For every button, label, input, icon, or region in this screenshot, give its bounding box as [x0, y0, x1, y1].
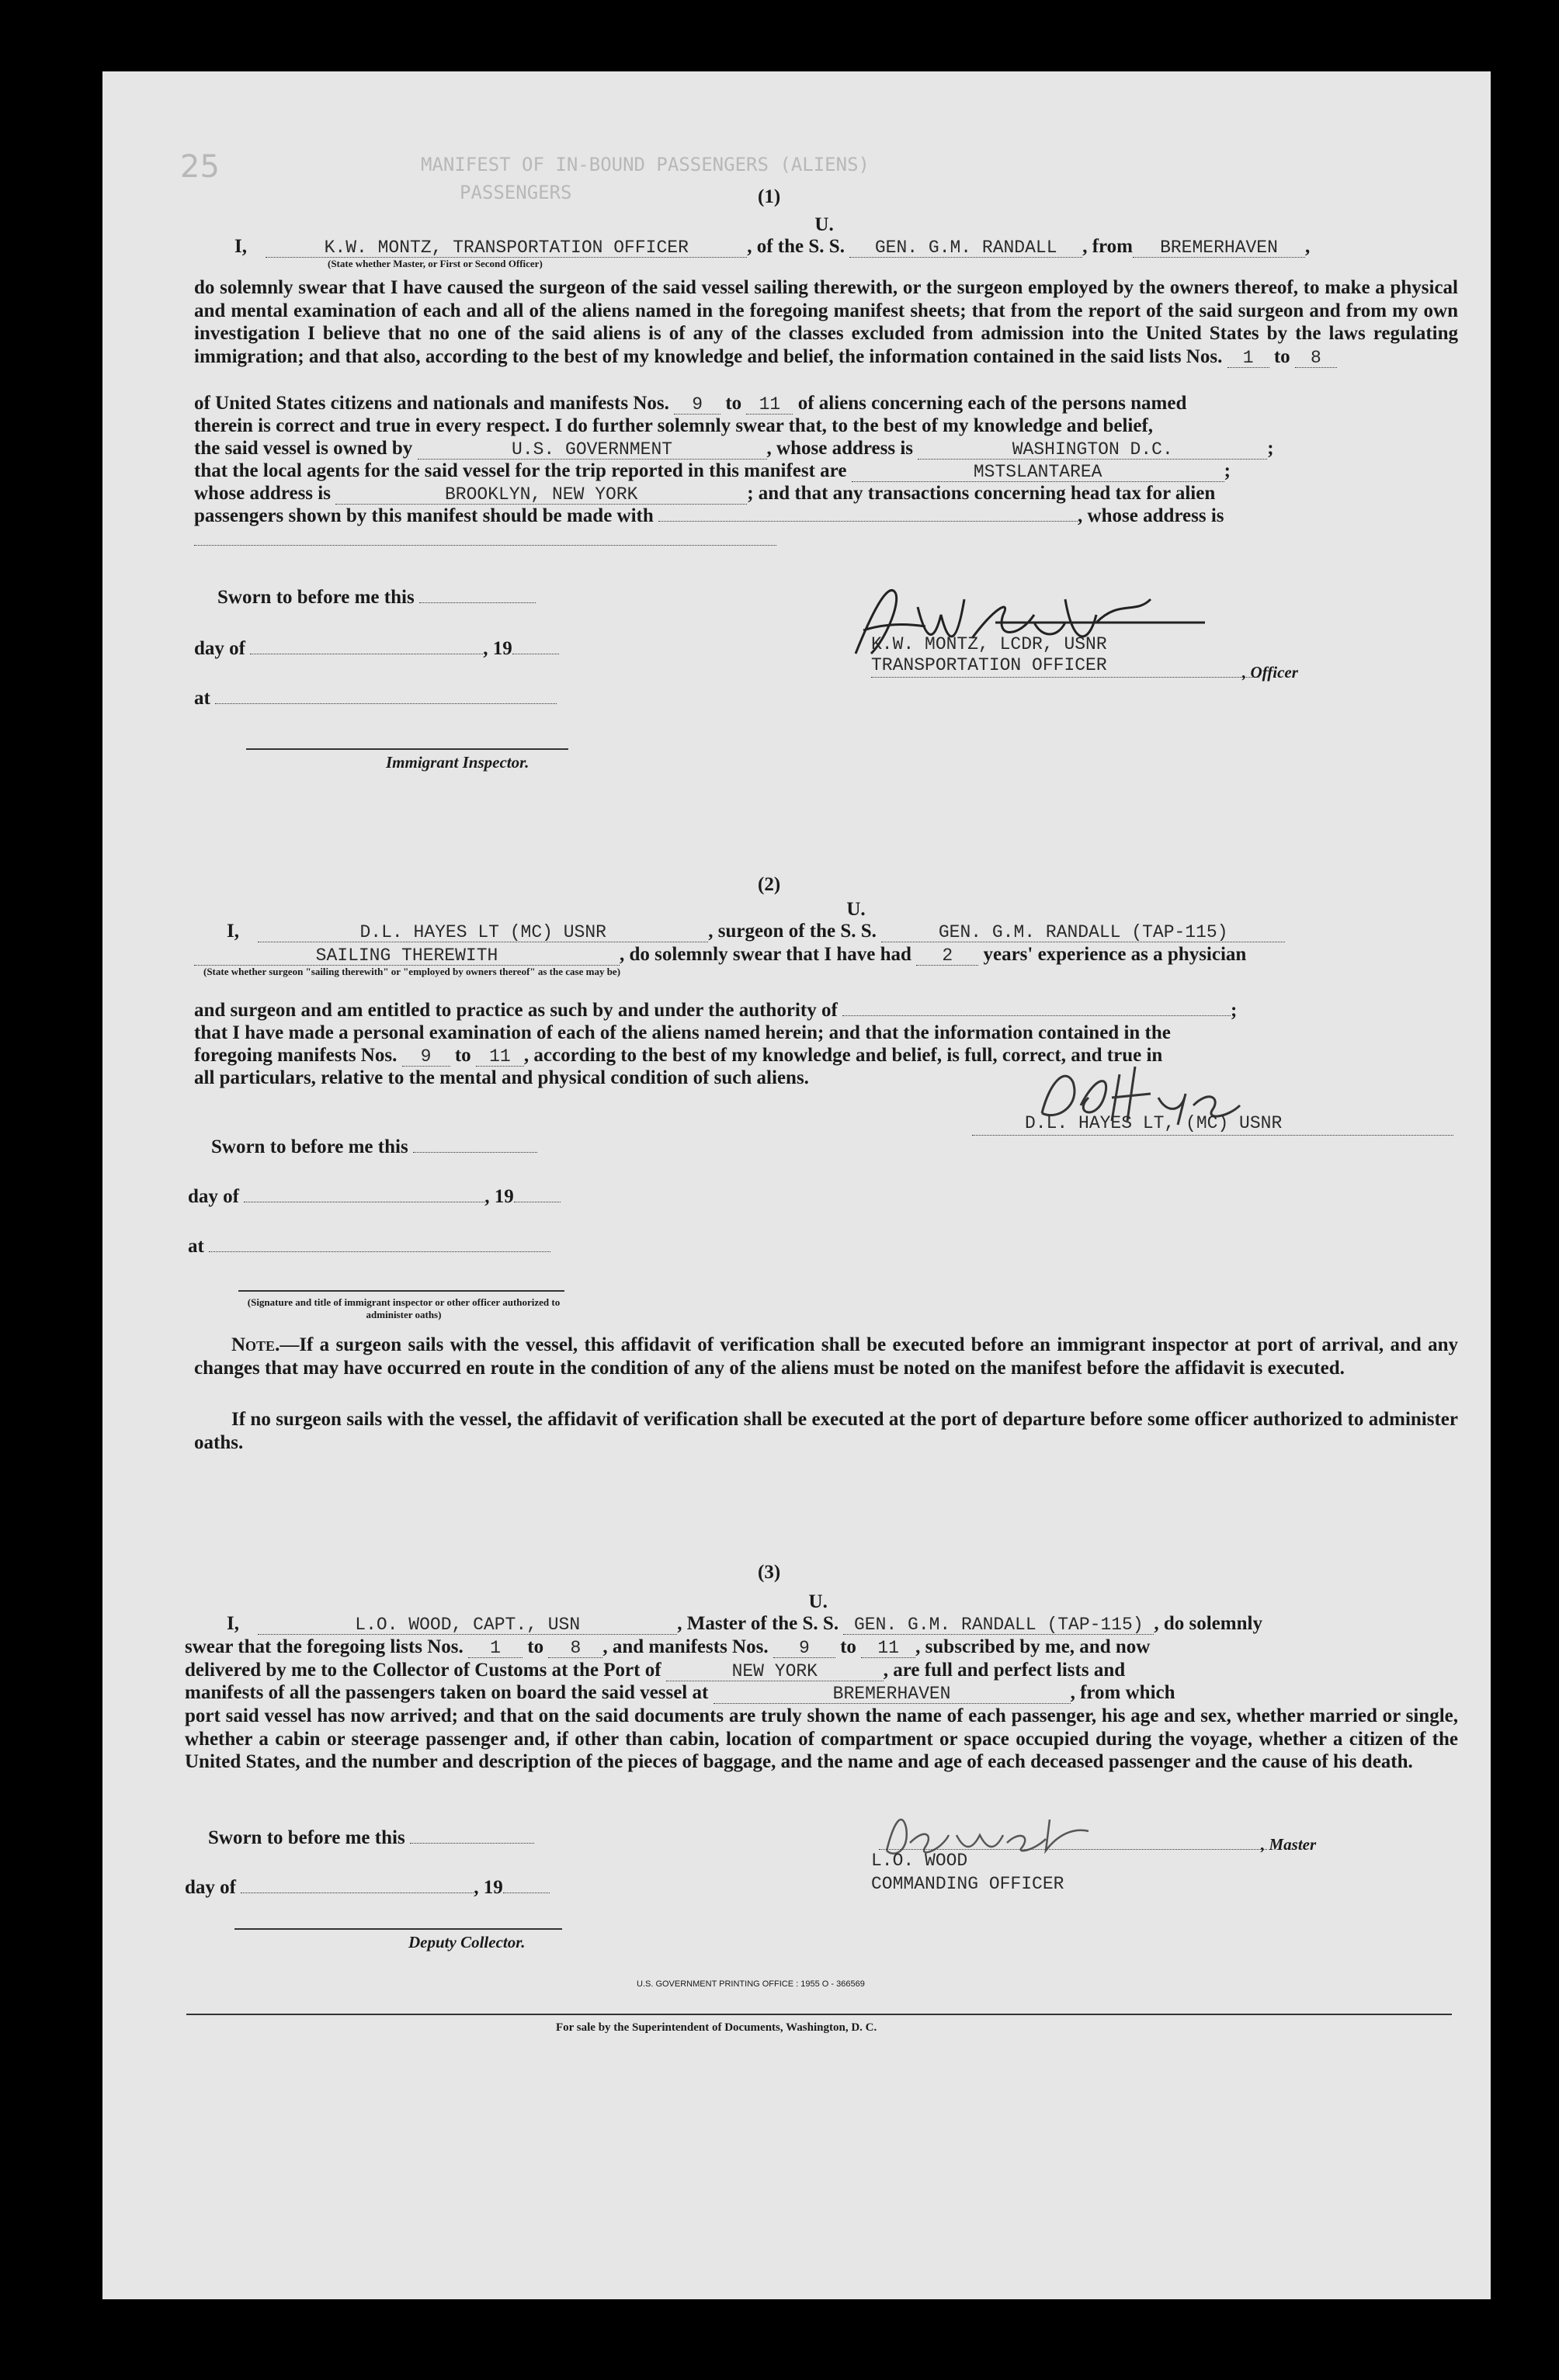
s1-line-headtax: passengers shown by this manifest should be made with , whose address is — [194, 505, 1224, 526]
bleed-through-heading: MANIFEST OF IN-BOUND PASSENGERS (ALIENS) — [421, 154, 870, 175]
s3-day-of: day of , 19 — [185, 1877, 550, 1899]
s3-body: port said vessel has now arrived; and that on the said documents are truly shown the name of each passenger, his age and sex, whether married or single, whether a cabin or steerage passenger and, if other than cabin, location of compartment or space occupied during the voyage, whether a citizen of the United States, and the number and description of the pieces of baggage, and the name and age of each deceased passenger and the cause of his death. — [185, 1705, 1458, 1773]
manifest-to-field: 11 — [746, 395, 793, 415]
bleed-through-number: 25 — [180, 149, 220, 185]
s2-day-of: day of , 19 — [188, 1186, 561, 1208]
vessel-field: GEN. G.M. RANDALL — [849, 238, 1082, 258]
bleed-through-subheading: PASSENGERS — [460, 182, 572, 203]
s3-sworn: Sworn to before me this — [208, 1827, 534, 1849]
section-2-number: (2) — [758, 874, 781, 895]
s2-state-note: (State whether surgeon "sailing therewith" or "employed by owners thereof" as the case may be) — [203, 966, 621, 977]
s3-collector-line — [234, 1928, 562, 1930]
s3-line-collector: delivered by me to the Collector of Customs at the Port of NEW YORK , are full and perfect lists and — [185, 1660, 1126, 1681]
s3-manifest-from: 9 — [773, 1639, 835, 1658]
surgeon-field: D.L. HAYES LT (MC) USNR — [258, 923, 708, 942]
years-field: 2 — [916, 946, 978, 966]
s1-line-owner: the said vessel is owned by U.S. GOVERNMENT , whose address is WASHINGTON D.C. ; — [194, 438, 1274, 460]
sale-notice: For sale by the Superintendent of Documents, Washington, D. C. — [556, 2021, 877, 2034]
s2-sig-note: (Signature and title of immigrant inspector or other officer authorized to administer oaths) — [247, 1296, 561, 1320]
s3-line-taken: manifests of all the passengers taken on board the said vessel at BREMERHAVEN , from which — [185, 1682, 1175, 1704]
s3-collector-label: Deputy Collector. — [408, 1933, 526, 1952]
owner-address-field: WASHINGTON D.C. — [918, 440, 1267, 460]
document-page — [102, 71, 1491, 2299]
s3-vessel-field: GEN. G.M. RANDALL (TAP-115) — [843, 1615, 1154, 1635]
s1-inspector-label: Immigrant Inspector. — [386, 753, 530, 772]
u-mark: U. — [814, 214, 834, 235]
s1-signer-line — [871, 677, 1259, 678]
officer-field: K.W. MONTZ, TRANSPORTATION OFFICER — [266, 238, 747, 258]
port-of-field: NEW YORK — [666, 1662, 884, 1681]
s1-line-manifests: of United States citizens and nationals and manifests Nos. 9 to 11 of aliens concerning each of the persons named — [194, 393, 1187, 415]
s1-officer-label: , Officer — [1242, 663, 1298, 682]
s2-line-particulars: all particulars, relative to the mental and physical condition of such aliens. — [194, 1067, 809, 1088]
agents-field: MSTSLANTAREA — [852, 463, 1224, 482]
section-1-number: (1) — [758, 186, 781, 207]
s2-manifest-from: 9 — [402, 1047, 450, 1067]
s2-note: Note.—If a surgeon sails with the vessel, this affidavit of verification shall be executed before an immigrant inspector at port of arrival, and any changes that may have occurred en route in the condition of any of the aliens must be noted on the manifest before the affidavit is executed. — [194, 1334, 1458, 1379]
s3-lists-to: 8 — [548, 1639, 602, 1658]
port-from-field: BREMERHAVEN — [714, 1684, 1071, 1704]
headtax-field — [658, 505, 1078, 522]
port-field: BREMERHAVEN — [1133, 238, 1305, 258]
owner-field: U.S. GOVERNMENT — [418, 440, 767, 460]
s3-signer-line — [879, 1849, 1267, 1850]
s2-manifest-to: 11 — [476, 1047, 524, 1067]
s2-inspector-line — [238, 1290, 564, 1292]
s1-at: at — [194, 688, 557, 709]
s1-line-officer: I, K.W. MONTZ, TRANSPORTATION OFFICER , of the U. S. S. GEN. G.M. RANDALL , from BREMERHAVEN , — [234, 214, 1311, 258]
s2-note-2: If no surgeon sails with the vessel, the affidavit of verification shall be executed at the port of departure before some officer authorized to administer oaths. — [194, 1409, 1458, 1453]
footer-rule — [186, 2014, 1452, 2015]
section-3-number: (3) — [758, 1562, 781, 1583]
s1-line-therein: therein is correct and true in every respect. I do further solemnly swear that, to the best of my knowledge and belief, — [194, 415, 1154, 436]
master-field: L.O. WOOD, CAPT., USN — [258, 1615, 677, 1635]
gpo-imprint: U.S. GOVERNMENT PRINTING OFFICE : 1955 O - 366569 — [637, 1979, 865, 1989]
s2-sworn: Sworn to before me this — [211, 1136, 537, 1158]
s1-sworn: Sworn to before me this — [217, 587, 536, 609]
s1-state-note: (State whether Master, or First or Second Officer) — [328, 258, 543, 269]
s2-signer-line — [972, 1135, 1453, 1136]
s2-signer-name: D.L. HAYES LT, (MC) USNR — [1025, 1113, 1283, 1133]
lists-to-field: 8 — [1295, 349, 1337, 368]
s2-vessel-field: GEN. G.M. RANDALL (TAP-115) — [881, 923, 1285, 942]
s2-line-authority: and surgeon and am entitled to practice as such by and under the authority of ; — [194, 1000, 1238, 1021]
s3-manifest-to: 11 — [861, 1639, 915, 1658]
s1-body: do solemnly swear that I have caused the surgeon of the said vessel sailing therewith, or the surgeon employed by the owners thereof, to make a physical and mental examination of each and all of the aliens named in the foregoing manifest sheets; that from the report of the said surgeon and from my own investigation I believe that no one of the said aliens is of any of the classes excluded from admission into the United States by the laws regulating immigration; and that also, according to the best of my knowledge and belief, the information contained in the said lists Nos. 1 to 8 — [194, 277, 1458, 368]
s3-lists-from: 1 — [468, 1639, 523, 1658]
s1-line-agent-address: whose address is BROOKLYN, NEW YORK ; and that any transactions concerning head tax for alien — [194, 483, 1216, 505]
lists-from-field: 1 — [1227, 349, 1269, 368]
s3-line-master: I, L.O. WOOD, CAPT., USN , Master of the U. S. S. GEN. G.M. RANDALL (TAP-115) , do solemnly — [227, 1591, 1262, 1635]
sailing-field: SAILING THEREWITH — [194, 946, 620, 966]
s3-signer-title: COMMANDING OFFICER — [871, 1874, 1064, 1894]
agent-address-field: BROOKLYN, NEW YORK — [335, 485, 747, 505]
s1-day-of: day of , 19 — [194, 638, 559, 660]
s1-line-agents: that the local agents for the said vessel for the trip reported in this manifest are MSTSLANTAREA ; — [194, 460, 1231, 482]
s3-line-lists: swear that the foregoing lists Nos. 1 to 8 , and manifests Nos. 9 to 11 , subscribed by me, and now — [185, 1636, 1151, 1658]
s3-master-label: , Master — [1261, 1835, 1317, 1854]
s3-signer-name: L.O. WOOD — [871, 1851, 968, 1871]
s1-inspector-line — [246, 748, 568, 750]
headtax-address-line — [194, 545, 776, 546]
s2-line-manifests: foregoing manifests Nos. 9 to 11 , according to the best of my knowledge and belief, is full, correct, and true in — [194, 1045, 1163, 1067]
s2-at: at — [188, 1236, 550, 1258]
manifest-from-field: 9 — [674, 395, 720, 415]
s2-line-exam: that I have made a personal examination of each of the aliens named herein; and that the information contained in the — [194, 1022, 1171, 1043]
s1-signer-name: K.W. MONTZ, LCDR, USNR — [871, 634, 1107, 654]
s2-line-surgeon: I, D.L. HAYES LT (MC) USNR , surgeon of the U. S. S. GEN. G.M. RANDALL (TAP-115) — [227, 921, 1285, 942]
s2-line-sailing: SAILING THEREWITH , do solemnly swear that I have had 2 years' experience as a physician — [194, 944, 1246, 966]
s1-signer-title: TRANSPORTATION OFFICER — [871, 655, 1107, 675]
